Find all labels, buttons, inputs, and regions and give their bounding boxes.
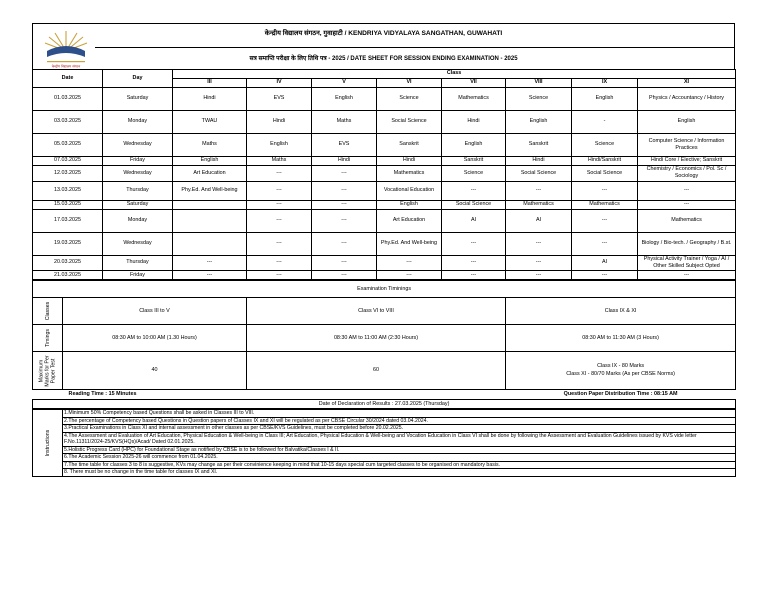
row-day: Wednesday (103, 232, 173, 255)
row-date: 05.03.2025 (33, 134, 103, 157)
subject-cell (173, 232, 247, 255)
subject-cell: Social Science (572, 166, 638, 182)
instruction-item: 6.The Academic Session 2025-26 will commence from 01.04.2025. (63, 454, 736, 462)
row-day: Thursday (103, 181, 173, 200)
schedule-row (33, 255, 736, 271)
subject-cell: --- (572, 181, 638, 200)
subject-cell: --- (572, 209, 638, 232)
subject-cell: Phy.Ed. And Well-being (377, 232, 442, 255)
row-date: 17.03.2025 (33, 209, 103, 232)
subject-cell: --- (442, 181, 506, 200)
instruction-item: 2.The percentage of Competency based Questions in Question papers of Classes IX and XI will be regulated as per CBSE Circular 30/2024 dated 03.04.2024. (63, 417, 736, 425)
subject-cell: AI (572, 255, 638, 271)
row-date: 01.03.2025 (33, 88, 103, 111)
subject-cell: --- (638, 271, 736, 280)
subject-cell: --- (638, 200, 736, 209)
subject-cell: --- (247, 200, 312, 209)
subject-cell: Maths (173, 134, 247, 157)
subject-cell: --- (506, 232, 572, 255)
row-date: 15.03.2025 (33, 200, 103, 209)
date-sheet (32, 23, 735, 477)
schedule-row (33, 232, 736, 255)
row-day: Friday (103, 157, 173, 166)
subject-cell: Sanskrit (377, 134, 442, 157)
marks-label: Maximum Marks for Per Paper Test (33, 352, 63, 390)
subject-cell: Biology / Bio-tech. / Geography / B.st. (638, 232, 736, 255)
subject-cell: --- (442, 232, 506, 255)
distribution-time: Question Paper Distribution Time : 08:15 AM (563, 391, 678, 398)
schedule-row (33, 134, 736, 157)
subject-cell: Social Science (506, 166, 572, 182)
instruction-item: 1.Minimum 50% Competency based Questions shall be asked in Classes III to VIII. (63, 410, 736, 418)
subject-cell: English (506, 111, 572, 134)
schedule-row (33, 200, 736, 209)
subject-cell: --- (312, 181, 377, 200)
subject-cell: --- (442, 255, 506, 271)
subject-cell: Art Education (377, 209, 442, 232)
subject-cell: EVS (247, 88, 312, 111)
subject-cell: --- (506, 271, 572, 280)
subject-cell: --- (247, 271, 312, 280)
subject-cell: --- (377, 271, 442, 280)
row-day: Thursday (103, 255, 173, 271)
result-date: Date of Declaration of Results : 27.03.2025 (Thursday) (33, 400, 736, 409)
marks-senior (506, 352, 736, 390)
subject-cell: Vocational Education (377, 181, 442, 200)
subject-cell: Chemistry / Economics / Pol. Sc / Sociology (638, 166, 736, 182)
subject-cell: --- (312, 166, 377, 182)
subject-cell: Physics / Accountancy / History (638, 88, 736, 111)
class-col-header: III (173, 79, 247, 88)
class-col-header: IV (247, 79, 312, 88)
time-senior: 08:30 AM to 11:30 AM (3 Hours) (506, 325, 736, 352)
subject-cell: Social Science (377, 111, 442, 134)
subject-cell: --- (377, 255, 442, 271)
subject-cell: --- (173, 255, 247, 271)
subject-cell: Hindi (506, 157, 572, 166)
subject-cell: --- (312, 200, 377, 209)
group-junior: Class III to V (63, 298, 247, 325)
schedule-row (33, 271, 736, 280)
subject-cell: Maths (247, 157, 312, 166)
subject-cell (173, 200, 247, 209)
page-subtitle: सत्र समाप्ति परीक्षा के लिए तिथि पत्र - 2025 / DATE SHEET FOR SESSION ENDING EXAMINATION - 2025 (249, 56, 518, 62)
schedule-row (33, 209, 736, 232)
subject-cell: EVS (312, 134, 377, 157)
subject-cell (173, 209, 247, 232)
subject-cell: Social Science (442, 200, 506, 209)
subject-cell: --- (312, 255, 377, 271)
row-date: 13.03.2025 (33, 181, 103, 200)
class-col-header: IX (572, 79, 638, 88)
subject-cell: Hindi/Sanskrit (572, 157, 638, 166)
subject-cell: English (572, 88, 638, 111)
schedule-row (33, 88, 736, 111)
subject-cell: English (247, 134, 312, 157)
group-middle: Class VI to VIII (247, 298, 506, 325)
subject-cell: AI (442, 209, 506, 232)
instruction-item: 7.The time table for classes 3 to 8 is suggestive, KVs may change as per their convinience keeping in mind that 10-15 days special cum targeted classes to be organised on mandatory basis. (63, 461, 736, 469)
subject-cell: English (377, 200, 442, 209)
class-col-header: V (312, 79, 377, 88)
subject-cell: --- (247, 166, 312, 182)
row-date: 07.03.2025 (33, 157, 103, 166)
subject-cell: --- (506, 181, 572, 200)
subject-cell: Mathematics (506, 200, 572, 209)
time-junior: 08:30 AM to 10:00 AM (1.30 Hours) (63, 325, 247, 352)
subject-cell: --- (638, 181, 736, 200)
schedule-row (33, 166, 736, 182)
subject-cell: Maths (312, 111, 377, 134)
logo-caption: केन्द्रीय विद्यालय संगठन (51, 64, 81, 69)
subject-cell: Science (572, 134, 638, 157)
subject-cell: AI (506, 209, 572, 232)
subject-cell: Mathematics (572, 200, 638, 209)
row-date: 12.03.2025 (33, 166, 103, 182)
schedule-row (33, 157, 736, 166)
subject-cell: Computer Science / Information Practices (638, 134, 736, 157)
subject-cell: Mathematics (377, 166, 442, 182)
timings-table (32, 280, 736, 409)
subject-cell: Sanskrit (442, 157, 506, 166)
subject-cell: - (572, 111, 638, 134)
subject-cell: --- (572, 271, 638, 280)
timings-title: Examination Timinings (33, 281, 736, 298)
row-date: 19.03.2025 (33, 232, 103, 255)
instruction-item: 3.Practical Examinations in Class XI and internal assessment in other classes as per CBSE/KVS Guidelines, must be completed before 20.02.2025. (63, 425, 736, 433)
instruction-item: 4.The Assessment and Evaluation of Art Education, Physical Education & Well-being in Class III; Art Education, Physical Education & Well-being and Vocation Education in Class VI shall be done by following the Assessment and Evaluation Guidelines issued by KVS vide letter F.No.11311/2024-25/KVS(HQs)/Acad/ Dated 02.01.2025. (63, 432, 736, 446)
timings-label: Timings (33, 325, 63, 352)
instruction-item: 8. There must be no change in the time table for classes IX and XI. (63, 469, 736, 477)
row-day: Friday (103, 271, 173, 280)
instructions-label: Instructions (33, 410, 63, 477)
subject-cell: --- (506, 255, 572, 271)
subject-cell: Physical Activity Trainer / Yoga / AI / Other Skilled Subject Opted (638, 255, 736, 271)
subject-cell: --- (247, 232, 312, 255)
subject-cell: --- (442, 271, 506, 280)
subject-cell: Hindi Core / Elective; Sanskrit (638, 157, 736, 166)
date-header: Date (33, 70, 103, 88)
schedule-row (33, 181, 736, 200)
marks-middle: 60 (247, 352, 506, 390)
row-day: Saturday (103, 88, 173, 111)
instruction-item: 5.Holistic Progress Card (HPC) for Foundational Stage as notified by CBSE is to be followed for Balvatika/Classes I & II. (63, 446, 736, 454)
subject-cell: Phy.Ed. And Well-being (173, 181, 247, 200)
subject-cell: Hindi (173, 88, 247, 111)
row-date: 03.03.2025 (33, 111, 103, 134)
class-col-header: XI (638, 79, 736, 88)
subject-cell: Hindi (377, 157, 442, 166)
subject-cell: Science (442, 166, 506, 182)
schedule-row (33, 111, 736, 134)
subject-cell: English (442, 134, 506, 157)
row-date: 20.03.2025 (33, 255, 103, 271)
schedule-table (32, 69, 736, 280)
class-col-header: VIII (506, 79, 572, 88)
subject-cell: --- (572, 232, 638, 255)
row-date: 21.03.2025 (33, 271, 103, 280)
subject-cell: Science (506, 88, 572, 111)
row-day: Monday (103, 111, 173, 134)
subject-cell: Art Education (173, 166, 247, 182)
subject-cell: Hindi (247, 111, 312, 134)
subject-cell: --- (312, 232, 377, 255)
reading-time: Reading Time : 15 Minutes (68, 391, 137, 398)
instructions-table (32, 409, 736, 477)
row-day: Saturday (103, 200, 173, 209)
classes-label: Classes (33, 298, 63, 325)
row-day: Wednesday (103, 166, 173, 182)
subject-cell: Mathematics (442, 88, 506, 111)
class-col-header: VII (442, 79, 506, 88)
subject-cell: English (173, 157, 247, 166)
subject-cell: Sanskrit (506, 134, 572, 157)
subject-cell: --- (312, 271, 377, 280)
subject-cell: Science (377, 88, 442, 111)
subject-cell: Mathematics (638, 209, 736, 232)
row-day: Monday (103, 209, 173, 232)
subject-cell: Hindi (442, 111, 506, 134)
marks-class-ix: Class IX - 80 Marks (597, 363, 645, 370)
class-header: Class (173, 70, 736, 79)
subject-cell: --- (247, 209, 312, 232)
page-title: केन्द्रीय विद्यालय संगठन, गुवाहाटी / KENDRIYA VIDYALAYA SANGATHAN, GUWAHATI (264, 30, 503, 37)
subject-cell: English (638, 111, 736, 134)
subject-cell: --- (247, 255, 312, 271)
row-day: Wednesday (103, 134, 173, 157)
header (32, 23, 735, 69)
subject-cell: --- (247, 181, 312, 200)
day-header: Day (103, 70, 173, 88)
group-senior: Class IX & XI (506, 298, 736, 325)
subject-cell: --- (312, 209, 377, 232)
subject-cell: Hindi (312, 157, 377, 166)
subject-cell: TWAU (173, 111, 247, 134)
subject-cell: English (312, 88, 377, 111)
marks-class-xi: Class XI - 80/70 Marks (As per CBSE Norms) (566, 370, 675, 377)
marks-junior: 40 (63, 352, 247, 390)
time-middle: 08:30 AM to 11:00 AM (2:30 Hours) (247, 325, 506, 352)
class-col-header: VI (377, 79, 442, 88)
subject-cell: --- (173, 271, 247, 280)
